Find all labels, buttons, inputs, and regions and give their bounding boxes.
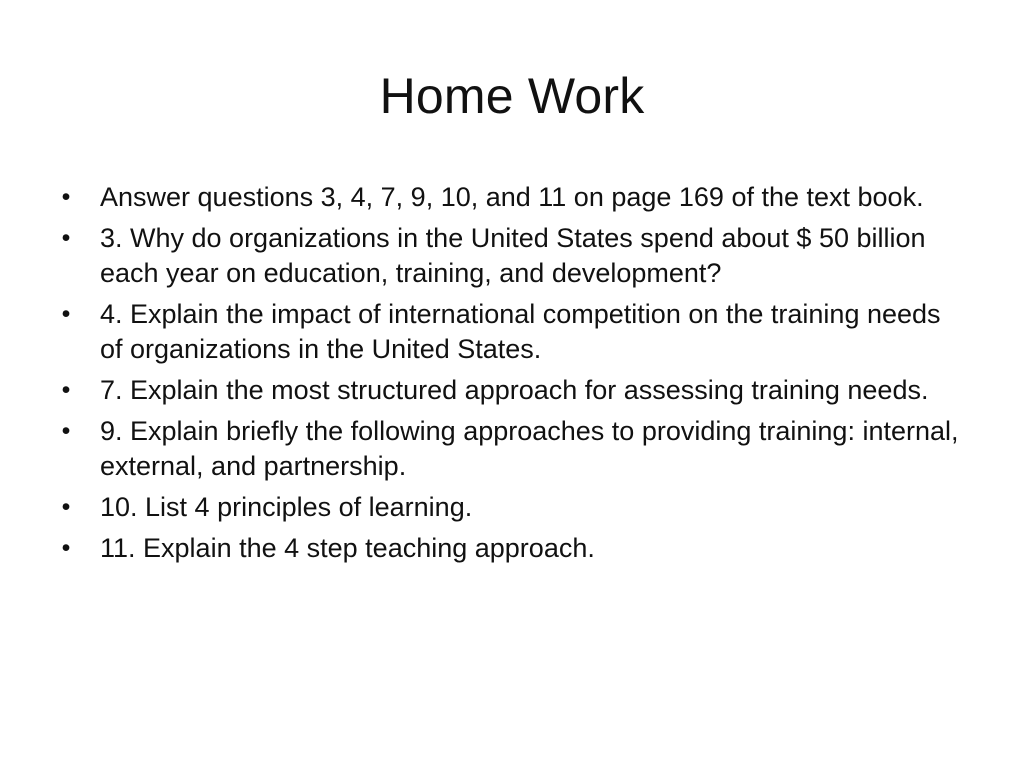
bullet-icon: • (61, 300, 71, 328)
bullet-list (56, 180, 966, 572)
list-item-text: 7. Explain the most structured approach for assessing training needs. (100, 375, 929, 405)
list-item-text: 4. Explain the impact of international competition on the training needs of organizations in the United States. (100, 299, 941, 364)
bullet-icon: • (61, 183, 71, 211)
bullet-icon: • (61, 534, 71, 562)
list-item-text: Answer questions 3, 4, 7, 9, 10, and 11 on page 169 of the text book. (100, 182, 924, 212)
list-item (56, 531, 966, 566)
list-item (56, 414, 966, 484)
list-item-text: 3. Why do organizations in the United States spend about $ 50 billion each year on education, training, and development? (100, 223, 926, 288)
slide-title: Home Work (379, 68, 645, 124)
list-item-text: 10. List 4 principles of learning. (100, 492, 473, 522)
bullet-icon: • (61, 417, 71, 445)
bullet-icon: • (61, 493, 71, 521)
list-item (56, 297, 966, 367)
bullet-icon: • (61, 376, 71, 404)
list-item (56, 180, 966, 215)
list-item-text: 11. Explain the 4 step teaching approach. (100, 533, 595, 563)
list-item (56, 490, 966, 525)
bullet-icon: • (61, 224, 71, 252)
list-item (56, 373, 966, 408)
list-item-text: 9. Explain briefly the following approaches to providing training: internal, external, and partnership. (100, 416, 959, 481)
list-item (56, 221, 966, 291)
